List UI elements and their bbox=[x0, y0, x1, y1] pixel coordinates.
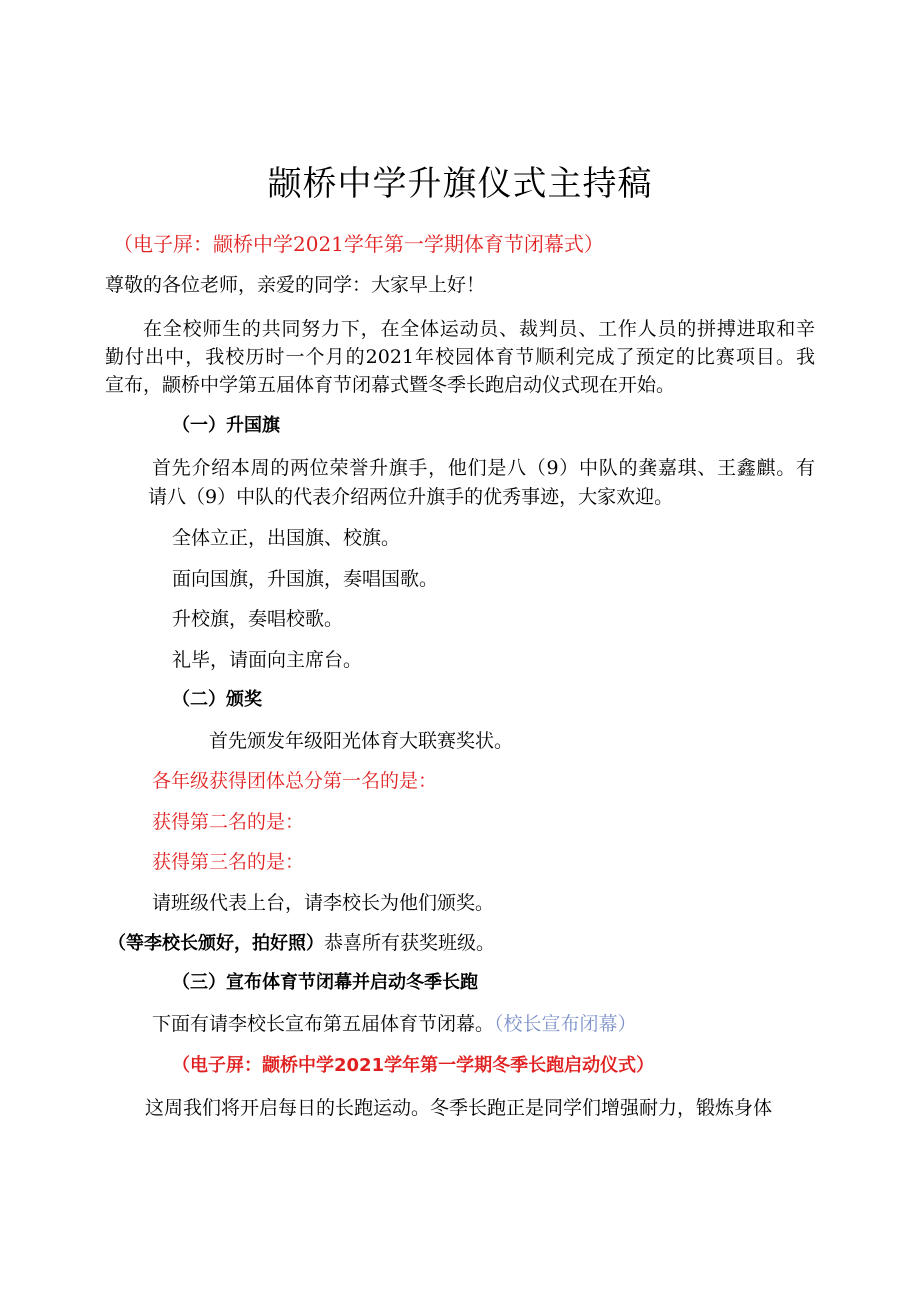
section2-note-line bbox=[108, 931, 495, 956]
photo-note: （等李校长颁好，拍好照） bbox=[108, 933, 324, 954]
closing-announcement: 下面有请李校长宣布第五届体育节闭幕。 bbox=[152, 1013, 495, 1035]
greeting: 尊敬的各位老师，亲爱的同学：大家早上好！ bbox=[105, 274, 486, 296]
section3-line-2: 这周我们将开启每日的长跑运动。冬季长跑正是同学们增强耐力，锻炼身体 bbox=[145, 1097, 773, 1119]
page-title: 颛桥中学升旗仪式主持稿 bbox=[267, 164, 653, 204]
winner-second-line: 获得第二名的是： bbox=[152, 811, 305, 833]
section1-step-4: 礼毕，请面向主席台。 bbox=[172, 649, 363, 671]
screen-note-winter-run: （电子屏：颛桥中学2021学年第一学期冬季长跑启动仪式） bbox=[172, 1055, 655, 1076]
intro-line-3: 宣布，颛桥中学第五届体育节闭幕式暨冬季长跑启动仪式现在开始。 bbox=[105, 374, 676, 396]
winner-first-line: 各年级获得团体总分第一名的是： bbox=[152, 770, 438, 792]
winner-third-line: 获得第三名的是： bbox=[152, 851, 305, 873]
section2-heading: （二）颁奖 bbox=[172, 689, 262, 710]
section3-line-1 bbox=[152, 1012, 637, 1036]
section1-step-2: 面向国旗，升国旗，奏唱国歌。 bbox=[172, 568, 439, 590]
section1-heading: （一）升国旗 bbox=[172, 415, 280, 436]
section2-line-1: 首先颁发年级阳光体育大联赛奖状。 bbox=[209, 730, 514, 752]
principal-note: （校长宣布闭幕） bbox=[494, 1013, 637, 1035]
intro-line-1: 在全校师生的共同努力下，在全体运动员、裁判员、工作人员的拼搏进取和辛 bbox=[143, 318, 815, 340]
section2-line-2: 请班级代表上台，请李校长为他们颁奖。 bbox=[152, 892, 495, 914]
section1-step-3: 升校旗，奏唱校歌。 bbox=[172, 608, 344, 630]
section1-step-1: 全体立正，出国旗、校旗。 bbox=[172, 527, 401, 549]
congrats-text: 恭喜所有获奖班级。 bbox=[324, 932, 496, 954]
section3-heading: （三）宣布体育节闭幕并启动冬季长跑 bbox=[172, 972, 478, 993]
screen-note-opening: （电子屏：颛桥中学2021学年第一学期体育节闭幕式） bbox=[113, 232, 604, 256]
section1-intro-line-1: 首先介绍本周的两位荣誉升旗手，他们是八（9）中队的龚嘉琪、王鑫麒。有 bbox=[152, 457, 815, 479]
section1-intro-line-2: 请八（9）中队的代表介绍两位升旗手的优秀事迹，大家欢迎。 bbox=[148, 486, 674, 508]
intro-line-2: 勤付出中，我校历时一个月的2021年校园体育节顺利完成了预定的比赛项目。我 bbox=[105, 346, 815, 368]
